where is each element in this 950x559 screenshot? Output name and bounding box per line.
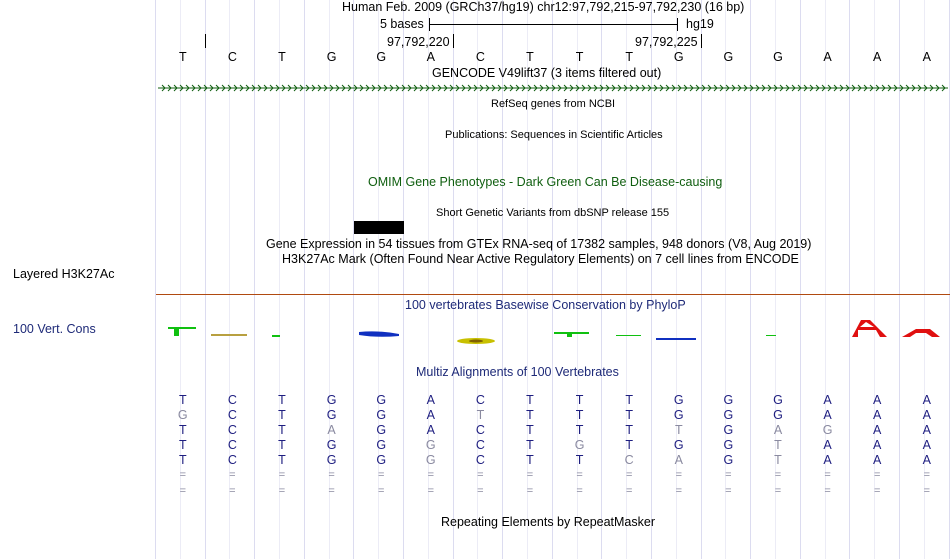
alignment-base-mouse: C [475,423,485,437]
alignment-base-rhesus: A [823,408,832,422]
alignment-base-elephant: C [475,453,485,467]
alignment-base-human: A [426,393,435,407]
alignment-base-mouse: G [822,423,833,437]
ruler-tick-2 [701,34,702,48]
alignment-base-mouse: T [625,423,633,437]
alignment-base-elephant: A [873,453,882,467]
track-image-area[interactable] [156,0,950,559]
omim-track-title: OMIM Gene Phenotypes - Dark Green Can Be Disease-causing [368,175,723,189]
cons-bar-3 [272,335,280,337]
alignment-base-elephant: T [526,453,534,467]
alignment-base-rhesus: G [673,408,684,422]
alignment-base-human: A [823,393,832,407]
reference-base: G [773,50,783,64]
alignment-base-dog: G [376,438,387,452]
alignment-base-x_tropicalis: = [526,485,534,497]
alignment-base-x_tropicalis: = [774,485,782,497]
alignment-base-dog: T [625,438,633,452]
scale-bar-left-tick [429,18,430,31]
cons-bar-5b [469,340,483,343]
ruler-tick [205,34,206,48]
cons-bar-1b [174,329,179,336]
alignment-base-mouse: T [575,423,584,437]
alignment-base-x_tropicalis: = [377,485,385,497]
alignment-base-mouse: A [773,423,783,437]
alignment-base-rhesus: T [278,408,286,422]
alignment-base-chicken: = [229,469,236,481]
alignment-base-human: T [575,393,584,407]
alignment-base-x_tropicalis: = [179,485,187,497]
alignment-base-chicken: = [725,469,732,481]
alignment-base-dog: T [278,438,286,452]
alignment-base-elephant: A [674,453,683,467]
alignment-base-elephant: T [178,453,187,467]
cons-bar-4 [359,331,399,336]
alignment-base-x_tropicalis: = [725,485,732,497]
alignment-base-elephant: G [723,453,734,467]
reference-base: A [922,50,931,64]
reference-base: T [625,50,633,64]
reference-base: G [723,50,734,64]
gencode-track-title: GENCODE V49lift37 (3 items filtered out) [432,66,662,80]
alignment-base-dog: C [227,438,237,452]
alignment-base-x_tropicalis: = [576,485,583,497]
alignment-base-human: G [673,393,684,407]
alignment-base-elephant: A [922,453,931,467]
ruler-tick-1 [453,34,454,48]
alignment-base-mouse: A [327,423,336,437]
cons-bar-10 [852,320,887,337]
assembly-text: hg19 [686,17,714,31]
reference-base: G [673,50,684,64]
alignment-base-x_tropicalis: = [229,485,236,497]
alignment-base-dog: T [178,438,187,452]
alignment-base-chicken: = [278,469,286,481]
scale-bar-right-tick [677,18,678,31]
ruler-coord-2: 97,792,225 [635,35,698,49]
alignment-base-x_tropicalis: = [675,485,683,497]
alignment-base-elephant: T [278,453,286,467]
alignment-base-dog: G [673,438,684,452]
alignment-base-chicken: = [477,469,484,481]
alignment-base-rhesus: A [922,408,931,422]
alignment-base-mouse: T [178,423,187,437]
alignment-base-rhesus: T [526,408,534,422]
cons-bar-11 [902,329,940,337]
alignment-base-mouse: T [674,423,683,437]
reference-base: A [873,50,882,64]
alignment-base-chicken: = [328,469,335,481]
alignment-base-elephant: G [425,453,436,467]
alignment-base-elephant: G [376,453,387,467]
alignment-base-human: T [526,393,534,407]
alignment-base-x_tropicalis: = [328,485,335,497]
alignment-base-dog: G [574,438,585,452]
alignment-base-chicken: = [377,469,385,481]
gtex-track-title: Gene Expression in 54 tissues from GTEx RNA-seq of 17382 samples, 948 donors (V8, Aug 2019) [266,237,812,251]
conservation-separator [156,294,950,295]
alignment-base-rhesus: A [873,408,882,422]
reference-base: C [227,50,237,64]
alignment-base-rhesus: T [476,408,485,422]
alignment-base-mouse: A [873,423,882,437]
alignment-base-mouse: G [723,423,734,437]
label-100-vert-cons[interactable]: 100 Vert. Cons [13,322,96,336]
reference-base: G [376,50,387,64]
alignment-base-chicken: = [625,469,633,481]
h3k27ac-track-title: H3K27Ac Mark (Often Found Near Active Regulatory Elements) on 7 cell lines from ENCODE [282,252,799,266]
alignment-base-dog: T [774,438,782,452]
alignment-base-human: G [773,393,783,407]
alignment-base-chicken: = [179,469,187,481]
alignment-base-rhesus: G [326,408,337,422]
alignment-base-mouse: T [526,423,534,437]
scale-text: 5 bases [380,17,424,31]
window-position-text: Human Feb. 2009 (GRCh37/hg19) chr12:97,792,215-97,792,230 (16 bp) [342,0,745,14]
publications-track-title: Publications: Sequences in Scientific Articles [445,129,663,141]
alignment-base-dog: A [922,438,931,452]
repeatmasker-track-title: Repeating Elements by RepeatMasker [441,515,656,529]
label-layered-h3k27ac[interactable]: Layered H3K27Ac [13,267,115,281]
cons-bar-2 [211,334,247,336]
reference-base: A [426,50,435,64]
alignment-base-dog: A [823,438,832,452]
alignment-base-dog: G [723,438,734,452]
rmst-gene-feature[interactable] [156,82,950,94]
cons-bar-9 [766,335,776,336]
reference-base: C [475,50,485,64]
refseq-track-title: RefSeq genes from NCBI [491,98,616,110]
dbsnp-variant-feature[interactable] [354,221,404,234]
ruler-coord-1: 97,792,220 [387,35,450,49]
alignment-base-mouse: A [922,423,931,437]
alignment-base-human: A [922,393,931,407]
alignment-base-chicken: = [576,469,583,481]
alignment-base-dog: A [873,438,882,452]
reference-base: T [575,50,584,64]
alignment-base-chicken: = [675,469,683,481]
reference-base: T [526,50,534,64]
alignment-base-elephant: G [326,453,337,467]
reference-base: T [178,50,187,64]
alignment-base-chicken: = [526,469,534,481]
alignment-base-dog: G [425,438,436,452]
alignment-base-human: G [723,393,734,407]
phylop-track-title: 100 vertebrates Basewise Conservation by PhyloP [405,298,686,312]
alignment-base-human: T [178,393,187,407]
scale-bar [429,24,677,25]
alignment-base-elephant: C [624,453,634,467]
alignment-base-x_tropicalis: = [477,485,484,497]
alignment-base-dog: G [326,438,337,452]
alignment-base-chicken: = [824,469,831,481]
alignment-base-mouse: A [426,423,435,437]
alignment-base-human: T [625,393,633,407]
alignment-base-mouse: T [278,423,286,437]
alignment-base-rhesus: G [773,408,783,422]
alignment-base-elephant: C [227,453,237,467]
alignment-base-rhesus: T [575,408,584,422]
track-label-pane [0,0,155,559]
cons-bar-1 [168,327,196,329]
alignment-base-rhesus: G [723,408,734,422]
alignment-base-human: C [227,393,237,407]
alignment-base-elephant: T [575,453,584,467]
alignment-base-mouse: G [376,423,387,437]
reference-base: A [823,50,832,64]
alignment-base-x_tropicalis: = [278,485,286,497]
alignment-base-human: T [278,393,286,407]
alignment-base-mouse: C [227,423,237,437]
alignment-base-elephant: A [823,453,832,467]
cons-bar-8 [656,338,696,340]
alignment-base-chicken: = [427,469,435,481]
multiz-track-title: Multiz Alignments of 100 Vertebrates [416,365,619,379]
conservation-logo[interactable] [156,315,950,347]
dbsnp-track-title: Short Genetic Variants from dbSNP release 155 [436,207,670,219]
alignment-base-x_tropicalis: = [873,485,881,497]
alignment-base-rhesus: A [426,408,435,422]
alignment-base-human: G [376,393,387,407]
alignment-base-chicken: = [873,469,881,481]
cons-bar-6b [567,332,572,337]
reference-base: G [326,50,337,64]
alignment-base-elephant: T [774,453,782,467]
alignment-base-human: G [326,393,337,407]
alignment-base-rhesus: T [625,408,633,422]
cons-bar-7 [616,335,641,336]
alignment-base-x_tropicalis: = [923,485,931,497]
alignment-base-chicken: = [774,469,782,481]
alignment-base-chicken: = [923,469,931,481]
reference-base: T [278,50,286,64]
alignment-base-x_tropicalis: = [625,485,633,497]
alignment-base-rhesus: C [227,408,237,422]
alignment-base-dog: T [526,438,534,452]
alignment-base-rhesus: G [376,408,387,422]
alignment-base-x_tropicalis: = [824,485,831,497]
alignment-base-human: C [475,393,485,407]
alignment-base-human: A [873,393,882,407]
alignment-base-rhesus: G [177,408,188,422]
alignment-base-x_tropicalis: = [427,485,435,497]
alignment-base-dog: C [475,438,485,452]
